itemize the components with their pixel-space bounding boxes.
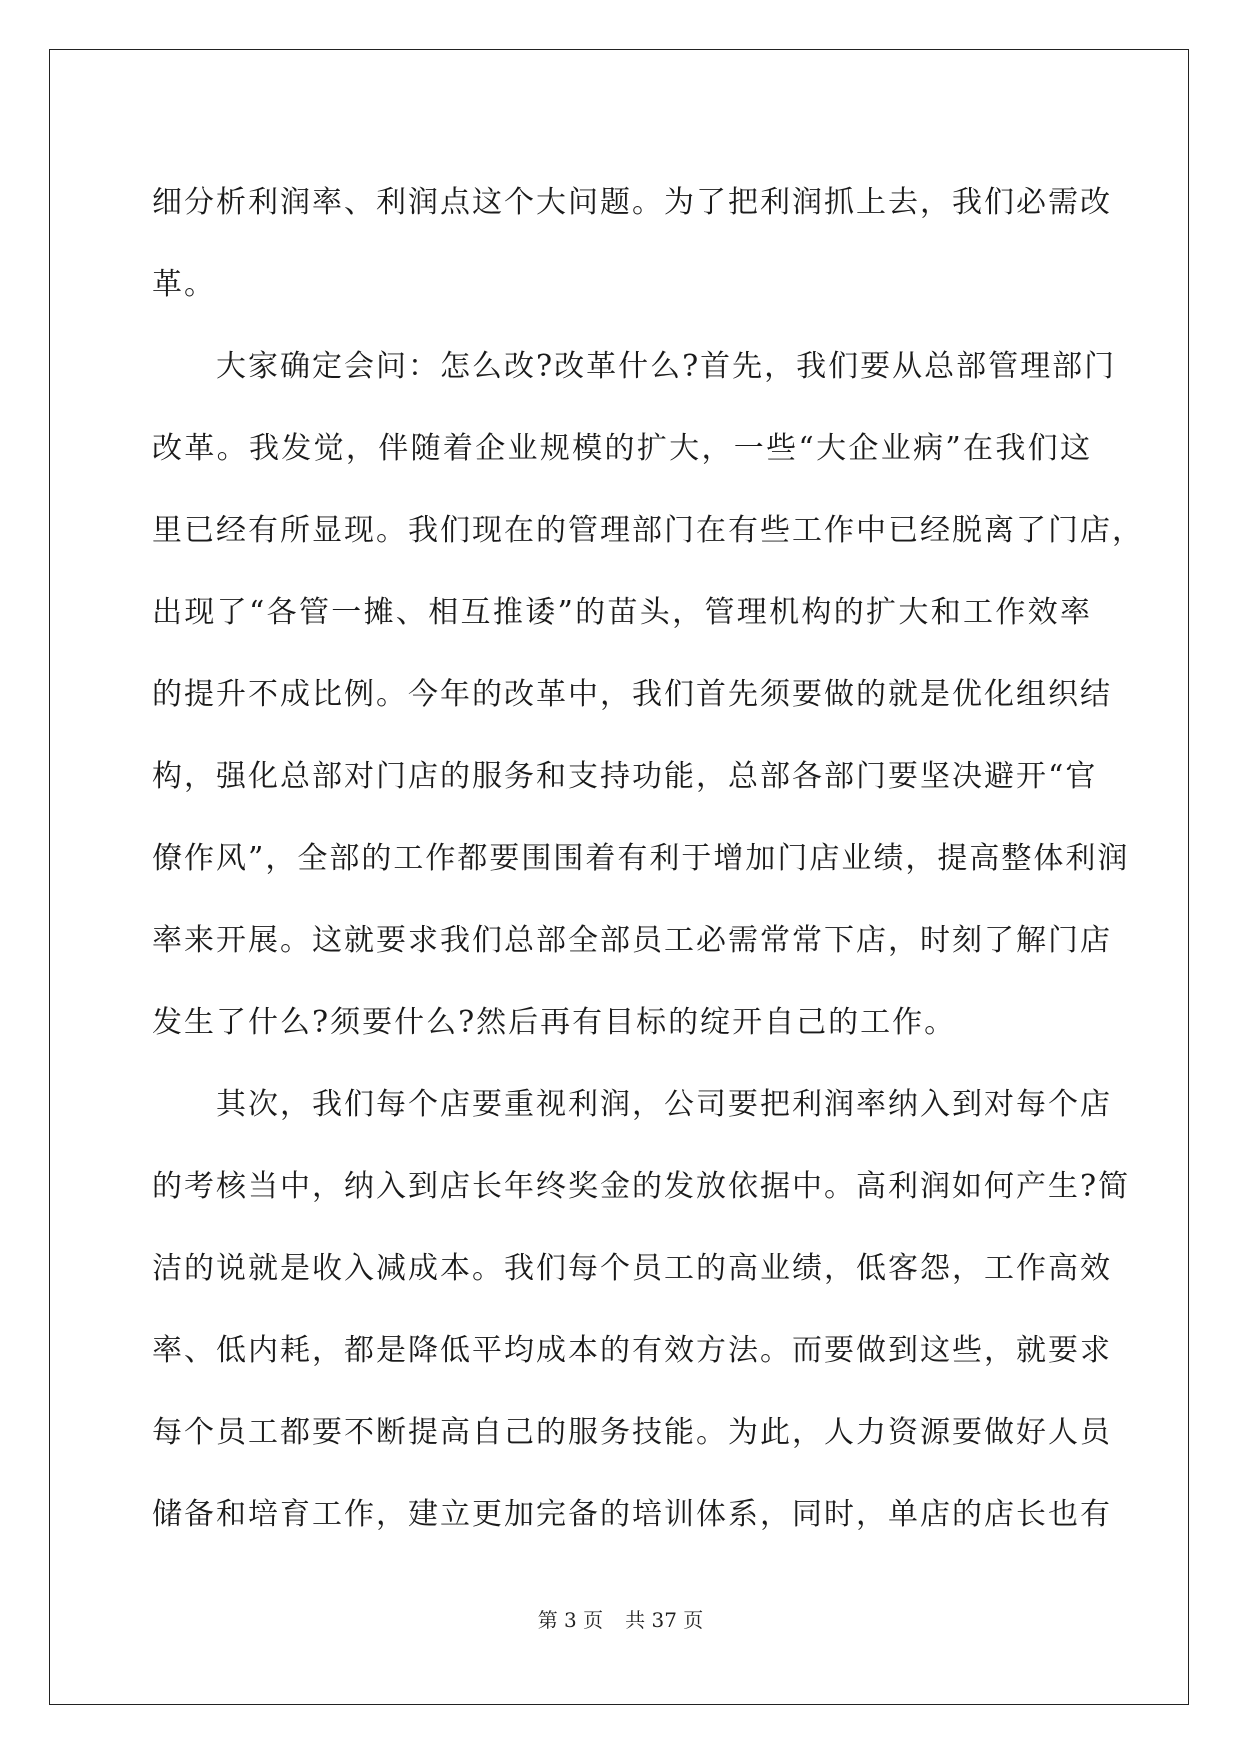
text-line: 里已经有所显现。我们现在的管理部门在有些工作中已经脱离了门店， <box>152 513 1144 548</box>
text-line: 洁的说就是收入减成本。我们每个员工的高业绩，低客怨，工作高效 <box>152 1251 1112 1286</box>
text-line: 的考核当中，纳入到店长年终奖金的发放依据中。高利润如何产生?简 <box>152 1169 1131 1204</box>
text-line: 改革。我发觉，伴随着企业规模的扩大，一些“大企业病”在我们这 <box>152 431 1092 466</box>
text-line: 发生了什么?须要什么?然后再有目标的绽开自己的工作。 <box>152 1005 957 1040</box>
document-body <box>152 162 1144 1556</box>
page-number: 第 3 页 <box>537 1608 604 1632</box>
text-line: 储备和培育工作，建立更加完备的培训体系，同时，单店的店长也有 <box>152 1497 1112 1532</box>
text-line: 僚作风”，全部的工作都要围围着有利于增加门店业绩，提高整体利润 <box>152 841 1130 876</box>
text-line: 出现了“各管一摊、相互推诿”的苗头，管理机构的扩大和工作效率 <box>152 595 1092 630</box>
text-line: 其次，我们每个店要重视利润，公司要把利润率纳入到对每个店 <box>216 1087 1112 1122</box>
page-footer <box>0 1604 1241 1633</box>
text-line: 的提升不成比例。今年的改革中，我们首先须要做的就是优化组织结 <box>152 677 1112 712</box>
text-line: 每个员工都要不断提高自己的服务技能。为此，人力资源要做好人员 <box>152 1415 1112 1450</box>
text-line: 细分析利润率、利润点这个大问题。为了把利润抓上去，我们必需改 <box>152 185 1112 220</box>
text-line: 率、低内耗，都是降低平均成本的有效方法。而要做到这些，就要求 <box>152 1333 1112 1368</box>
text-line: 革。 <box>152 267 216 302</box>
text-line: 率来开展。这就要求我们总部全部员工必需常常下店，时刻了解门店 <box>152 923 1112 958</box>
page-total: 共 37 页 <box>625 1608 704 1632</box>
text-line: 构，强化总部对门店的服务和支持功能，总部各部门要坚决避开“官 <box>152 759 1098 794</box>
text-line: 大家确定会问：怎么改?改革什么?首先，我们要从总部管理部门 <box>216 349 1117 384</box>
